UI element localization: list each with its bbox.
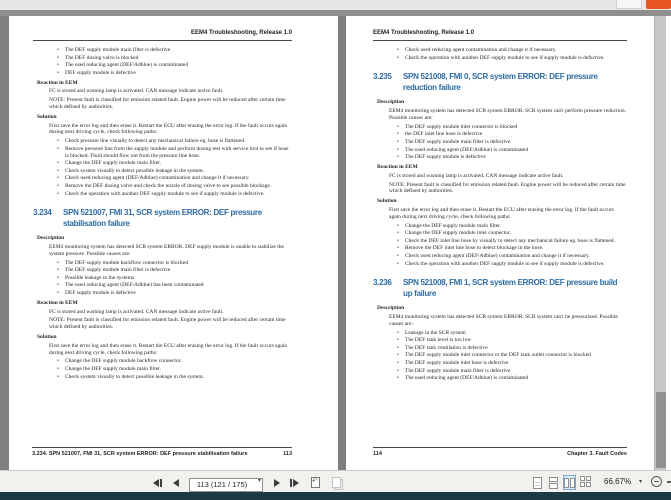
field-label: Reaction in EEM xyxy=(37,299,78,306)
zoom-out-button[interactable] xyxy=(651,476,662,487)
first-page-icon xyxy=(153,479,159,487)
page-footer xyxy=(32,447,292,458)
list-item-text: The DEF supply module main filter is defective xyxy=(405,367,511,374)
list-item xyxy=(33,62,292,69)
paragraph: EEM4 monitoring system has detected SCR system ERROR. DEF supply module is unable to stabilize the system pressure. Possible causes are: xyxy=(49,244,284,257)
bullet-icon: • xyxy=(397,245,399,252)
window-top-bar xyxy=(0,0,671,10)
list-item xyxy=(373,139,627,146)
bullet-icon: • xyxy=(397,252,399,259)
page-layout-controls xyxy=(531,475,592,490)
list-item xyxy=(33,366,292,373)
page-content xyxy=(373,47,627,382)
paragraph: NOTE: Present fault is classified for emission related fault. Engine power will be reduced after certain time which defined by authorities. xyxy=(49,97,286,110)
page-list-dropdown-icon[interactable]: ▾ xyxy=(257,478,261,484)
list-item-text: Check system visually to detect possible leakage in the system. xyxy=(65,167,204,174)
first-page-button[interactable] xyxy=(150,476,165,491)
list-item-text: The DEF supply module inlet hose is defective xyxy=(405,360,509,367)
section-number: 3.235 xyxy=(373,72,392,82)
document-viewport xyxy=(0,16,671,470)
bullet-list xyxy=(33,138,292,197)
list-item xyxy=(373,230,627,237)
single-page-view-button[interactable] xyxy=(531,475,544,490)
list-item-text: Change the DEF supply module main filter. xyxy=(65,366,162,373)
bullet-icon: • xyxy=(397,123,399,130)
field-label: Reaction in EEM xyxy=(37,79,78,86)
bullet-icon: • xyxy=(57,366,59,373)
bullet-icon: • xyxy=(57,160,59,167)
page-header: EEM4 Troubleshooting, Release 1.0 xyxy=(373,29,627,41)
page-body xyxy=(346,16,655,470)
list-item-text: The DEF tank ventilation is defective xyxy=(405,344,488,351)
paragraph: EEM4 monitoring system has detected SCR system ERROR. SCR system can't be pressurized. Possible causes are: xyxy=(389,314,618,327)
list-item xyxy=(373,154,627,161)
previous-page-button[interactable] xyxy=(168,476,183,491)
bullet-icon: • xyxy=(57,138,59,145)
list-item xyxy=(33,290,292,297)
bullet-icon: • xyxy=(397,237,399,244)
list-item xyxy=(33,168,292,175)
bullet-icon: • xyxy=(397,260,399,267)
list-item xyxy=(373,375,627,382)
bullet-icon: • xyxy=(397,344,399,351)
last-page-icon xyxy=(293,479,299,487)
list-item xyxy=(373,147,627,154)
list-item-text: the DEF inlet line hose is defective xyxy=(405,131,483,138)
list-item xyxy=(33,275,292,282)
list-item xyxy=(373,131,627,138)
list-item xyxy=(373,124,627,131)
bullet-icon: • xyxy=(397,154,399,161)
paragraph: EEM4 monitoring system has detected SCR system ERROR. SCR system can't perform pressure reduction. Possible causes are: xyxy=(389,108,627,121)
bullet-icon: • xyxy=(397,138,399,145)
list-item-text: Remove pressure line from the supply module and perform dosing test with service tool to see if hose is blocked. Fluid should flow out from the pressure line hose. xyxy=(65,145,289,159)
document-page-113 xyxy=(9,16,338,470)
page-navigation xyxy=(150,474,344,492)
bullet-icon: • xyxy=(57,62,59,69)
bullet-icon: • xyxy=(57,259,59,266)
bullet-icon: • xyxy=(397,337,399,344)
list-item xyxy=(33,260,292,267)
page-number-input[interactable] xyxy=(189,478,263,492)
two-page-continuous-view-button[interactable] xyxy=(579,475,592,490)
list-item-text: The DEF supply module backflow connector is blocked xyxy=(65,259,188,266)
right-gutter xyxy=(666,16,671,470)
list-item-text: Check used reducing agent (DEF/Adblue) contamination and change it if necessary. xyxy=(405,252,590,259)
bullet-list xyxy=(33,260,292,297)
bullet-list xyxy=(33,358,292,380)
toolbar-tab[interactable] xyxy=(616,0,642,9)
list-item xyxy=(373,352,627,359)
bullet-icon: • xyxy=(57,358,59,365)
bullet-icon: • xyxy=(397,329,399,336)
footer-page-number: 113 xyxy=(283,450,292,457)
list-item-text: The DEF supply module inlet connector or the DEF tank outlet connector is blocked xyxy=(405,352,591,359)
list-item-text: Change the DEF supply module inlet connector. xyxy=(405,230,511,237)
list-item-text: Remove the DEF inlet line hose to detect blockage in the hose. xyxy=(405,245,544,252)
bullet-icon: • xyxy=(397,131,399,138)
list-item-text: Remove the DEF dosing valve and check the nozzle of dosing valve to see possible blockage. xyxy=(65,182,272,189)
bottom-toolbar xyxy=(0,470,671,492)
list-item xyxy=(33,282,292,289)
list-item xyxy=(33,47,292,54)
field-label: Description xyxy=(377,99,405,106)
bullet-icon: • xyxy=(57,274,59,281)
list-item xyxy=(33,191,292,198)
paragraph: FC is stored and warning lamp is activated. CAN message indicate active fault. xyxy=(389,172,564,179)
zoom-out-minus-icon xyxy=(654,481,659,482)
list-item-text: Change the DEF supply module main filter. xyxy=(65,160,162,167)
list-item xyxy=(373,261,627,268)
list-item-text: DEF supply module is defective xyxy=(65,290,136,297)
next-page-button[interactable] xyxy=(269,476,284,491)
single-page-icon xyxy=(533,477,542,489)
list-item-text: DEF supply module is defective xyxy=(65,69,136,76)
vertical-scrollbar[interactable] xyxy=(654,16,666,470)
list-item xyxy=(373,47,627,54)
bullet-icon: • xyxy=(397,146,399,153)
list-item xyxy=(33,160,292,167)
field-label: Solution xyxy=(37,334,57,341)
zoom-slider-track[interactable] xyxy=(667,481,671,483)
list-item-text: Leakage in the SCR system xyxy=(405,329,466,336)
grid-sheet-3-icon xyxy=(580,482,585,487)
highlight-button[interactable] xyxy=(646,0,671,9)
list-item-text: The used reducing agent (DEF/Adblue) is contaminated xyxy=(405,146,529,153)
list-item xyxy=(33,374,292,381)
footer-section-title: 3.234. SPN 521007, FMI 31, SCR system ERROR: DEF pressure stabilisation failure xyxy=(32,450,248,457)
list-item xyxy=(33,55,292,62)
two-page-left-icon xyxy=(564,478,569,488)
list-item-text: Check used reducing agent contamination and change it if necessary. xyxy=(405,47,557,53)
scrollbar-thumb[interactable] xyxy=(656,392,666,468)
paragraph: First save the error log and then erase it. Restart the ECU after erasing the error log. If the fault occurs again during next driving cycle, check following paths: xyxy=(49,342,288,356)
list-item xyxy=(373,238,627,245)
paragraph: First save the error log and then erase it. Restart the ECU after erasing the error log. If the fault occurs again during next driving cycle, check following paths: xyxy=(49,122,288,136)
list-item-text: Check the operation with another DEF supply module to see if supply module is defective. xyxy=(405,260,605,267)
list-item xyxy=(373,245,627,252)
document-page-114 xyxy=(346,16,655,470)
list-item-text: The DEF supply module inlet connector is blocked xyxy=(405,123,518,130)
grid-sheet-2-icon xyxy=(586,476,591,481)
section-title: SPN 521008, FMI 1, SCR system ERROR: DEF pressure build up failure xyxy=(403,278,618,298)
list-item xyxy=(373,330,627,337)
list-item xyxy=(373,345,627,352)
page-number-box xyxy=(189,474,263,492)
bullet-icon: • xyxy=(57,373,59,380)
list-item xyxy=(33,183,292,190)
bullet-icon: • xyxy=(57,182,59,189)
section-title: SPN 521007, FMI 31, SCR system ERROR: DEF pressure stabilisation failure xyxy=(63,208,262,228)
list-item-text: Check pressure line visually to detect any mechanical failure eg. hose is flattened. xyxy=(65,138,246,145)
zoom-dropdown-icon[interactable]: ▾ xyxy=(639,479,643,485)
two-page-view-button[interactable] xyxy=(563,475,576,490)
page-header: EEM4 Troubleshooting, Release 1.0 xyxy=(33,29,292,41)
paragraph: FC is stored and warning lamp is activated. CAN message indicate active fault. xyxy=(49,308,224,315)
section-heading xyxy=(373,72,627,93)
bullet-icon: • xyxy=(57,54,59,61)
field-label: Solution xyxy=(377,198,397,205)
paragraph: First save the error log and then erase it. Restart the ECU after erasing the error log. If the fault occurs again during next driving cycle, check following paths: xyxy=(389,206,614,220)
field-label: Solution xyxy=(37,113,57,120)
list-item-text: Possible leakage in the systems xyxy=(65,274,135,281)
grid-sheet-4-icon xyxy=(586,482,591,487)
grid-sheet-1-icon xyxy=(580,476,585,481)
last-page-bar xyxy=(290,479,292,487)
list-item xyxy=(33,358,292,365)
paragraph: FC is stored and warning lamp is activated. CAN message indicate active fault. xyxy=(49,88,224,95)
list-item xyxy=(33,146,292,160)
list-item xyxy=(33,267,292,274)
last-page-button[interactable] xyxy=(287,476,302,491)
list-item-text: The DEF supply module main filter is defective xyxy=(65,267,171,274)
bullet-icon: • xyxy=(57,175,59,182)
continuous-sheet-bottom-icon xyxy=(549,483,558,489)
list-item-text: The DEF supply module main filter is defective xyxy=(405,138,511,145)
bullet-list xyxy=(373,124,627,161)
list-item xyxy=(373,337,627,344)
list-item-text: The used reducing agent (DEF/Adblue) has been contaminated xyxy=(65,282,204,289)
bullet-icon: • xyxy=(397,367,399,374)
bullet-icon: • xyxy=(57,267,59,274)
bullet-list xyxy=(373,47,627,61)
list-item-text: The DEF tank level is too low xyxy=(405,337,472,344)
list-item xyxy=(373,253,627,260)
paragraph: NOTE: Present fault is classified for emission related fault. Engine power will be reduced after certain time which defined by authorities. xyxy=(389,181,626,195)
continuous-sheet-top-icon xyxy=(549,477,558,483)
bullet-list xyxy=(33,47,292,77)
bullet-icon: • xyxy=(397,222,399,229)
next-page-icon xyxy=(274,479,280,487)
zoom-level-value[interactable]: 66.67% xyxy=(604,477,632,486)
bullet-icon: • xyxy=(57,69,59,76)
list-item xyxy=(373,55,627,62)
bottom-status-strip xyxy=(0,492,671,500)
list-item xyxy=(373,223,627,230)
continuous-view-button[interactable] xyxy=(547,475,560,490)
previous-page-icon xyxy=(173,479,179,487)
next-view-icon xyxy=(332,477,341,488)
field-label: Reaction in EEM xyxy=(377,163,418,170)
list-item-text: Check system visually to detect possible leakage in the system. xyxy=(65,373,204,380)
list-item xyxy=(33,70,292,77)
bullet-icon: • xyxy=(57,290,59,297)
field-label: Description xyxy=(37,235,65,242)
list-item-text: Check the DEF inlet line hose by visually to detect any mechanical failure eg. hose is flattened. xyxy=(405,237,615,244)
previous-view-arrow-icon: ↶ xyxy=(312,478,318,485)
section-title: SPN 521008, FMI 0, SCR system ERROR: DEF pressure reduction failure xyxy=(403,72,598,92)
page-content xyxy=(33,47,292,380)
page-body xyxy=(9,16,338,470)
bullet-icon: • xyxy=(397,360,399,367)
list-item-text: Check the operation with another DEF supply module to see if supply module is defective. xyxy=(405,54,605,61)
list-item xyxy=(373,360,627,367)
list-item-text: The DEF supply module is defective xyxy=(405,154,486,161)
bullet-icon: • xyxy=(57,145,59,152)
list-item-text: The used reducing agent (DEF/Adblue) is contaminated xyxy=(65,62,189,69)
bullet-icon: • xyxy=(57,282,59,289)
bullet-icon: • xyxy=(57,167,59,174)
first-page-bar xyxy=(160,479,162,487)
next-view-button[interactable] xyxy=(330,476,344,490)
list-item xyxy=(33,175,292,182)
list-item-text: Check the operation with another DEF supply module to see if supply module is defective. xyxy=(65,190,265,197)
list-item-text: The used reducing agent (DEF/Adblue) is contaminated xyxy=(405,375,529,382)
bullet-icon: • xyxy=(397,54,399,61)
footer-chapter-title: Chapter 3. Fault Codes xyxy=(567,450,627,457)
paragraph: NOTE: Present fault is classified for emission related fault. Engine power will be reduced after certain time which defined by authorities. xyxy=(49,317,286,331)
section-number: 3.236 xyxy=(373,278,392,288)
bullet-icon: • xyxy=(397,352,399,359)
list-item-text: Change the DEF supply module backflow connector. xyxy=(65,358,182,365)
bullet-icon: • xyxy=(57,47,59,53)
footer-page-number: 114 xyxy=(373,450,382,457)
bullet-list xyxy=(373,330,627,382)
list-item-text: The DEF dosing valve is blocked xyxy=(65,54,139,61)
bullet-icon: • xyxy=(397,47,399,53)
list-item-text: The DEF supply module main filter is defective xyxy=(65,47,171,53)
field-label: Description xyxy=(377,305,405,312)
list-item xyxy=(33,138,292,145)
section-heading xyxy=(373,278,627,299)
bullet-list xyxy=(373,223,627,268)
bullet-icon: • xyxy=(397,230,399,237)
section-number: 3.234 xyxy=(33,208,52,218)
previous-view-button[interactable] xyxy=(309,476,323,490)
two-page-right-icon xyxy=(570,478,575,488)
list-item-text: Check used reducing agent (DEF/Adblue) contamination and change it if necessary. xyxy=(65,175,250,182)
list-item xyxy=(373,368,627,375)
section-heading xyxy=(33,208,292,229)
bullet-icon: • xyxy=(57,190,59,197)
page-footer xyxy=(373,447,627,458)
list-item-text: Change the DEF supply module main filter. xyxy=(405,222,502,229)
bullet-icon: • xyxy=(397,375,399,382)
